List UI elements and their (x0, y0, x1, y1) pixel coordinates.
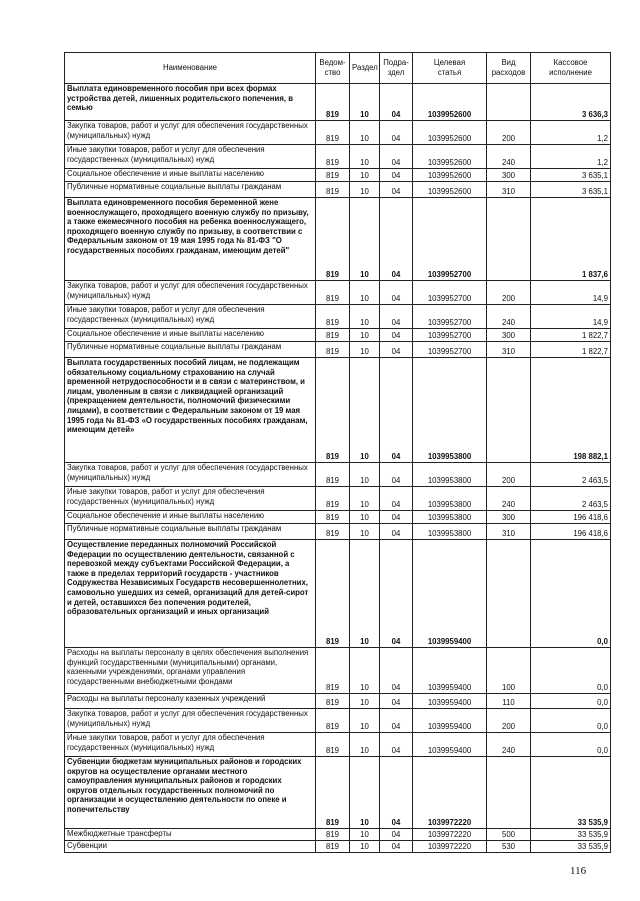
header-cash: Кассовое исполнение (531, 53, 611, 84)
cell-section: 10 (350, 648, 380, 694)
cell-subsection: 04 (380, 182, 413, 198)
cell-section: 10 (350, 121, 380, 145)
cell-section: 10 (350, 709, 380, 733)
table-row (65, 694, 611, 709)
cell-expense-type: 310 (487, 524, 531, 540)
cell-cash: 1,2 (531, 145, 611, 169)
cell-cash: 0,0 (531, 694, 611, 709)
cell-target: 1039952600 (413, 121, 487, 145)
cell-dept: 819 (316, 305, 350, 329)
cell-cash: 1 822,7 (531, 342, 611, 358)
cell-section: 10 (350, 281, 380, 305)
table-row (65, 358, 611, 463)
page-number: 116 (570, 865, 587, 877)
header-section: Раздел (350, 53, 380, 84)
cell-name: Закупка товаров, работ и услуг для обеспечения государственных (муниципальных) нужд (65, 121, 316, 145)
cell-target: 1039952600 (413, 169, 487, 182)
cell-cash: 14,9 (531, 281, 611, 305)
cell-target: 1039953800 (413, 524, 487, 540)
cell-expense-type: 500 (487, 829, 531, 841)
cell-dept: 819 (316, 198, 350, 281)
cell-subsection: 04 (380, 733, 413, 757)
cell-target: 1039952700 (413, 329, 487, 342)
cell-subsection: 04 (380, 169, 413, 182)
cell-cash: 3 635,1 (531, 182, 611, 198)
cell-target: 1039959400 (413, 694, 487, 709)
cell-dept: 819 (316, 358, 350, 463)
cell-section: 10 (350, 84, 380, 121)
cell-expense-type: 240 (487, 145, 531, 169)
table-row (65, 281, 611, 305)
cell-target: 1039972220 (413, 757, 487, 829)
cell-dept: 819 (316, 841, 350, 853)
cell-expense-type: 530 (487, 841, 531, 853)
table-row (65, 463, 611, 487)
cell-name: Иные закупки товаров, работ и услуг для обеспечения государственных (муниципальных) нужд (65, 145, 316, 169)
cell-name: Иные закупки товаров, работ и услуг для обеспечения государственных (муниципальных) нужд (65, 733, 316, 757)
cell-target: 1039953800 (413, 487, 487, 511)
cell-expense-type: 300 (487, 511, 531, 524)
cell-section: 10 (350, 169, 380, 182)
cell-expense-type: 240 (487, 305, 531, 329)
cell-subsection: 04 (380, 145, 413, 169)
table-row (65, 841, 611, 853)
cell-expense-type (487, 358, 531, 463)
cell-name: Расходы на выплаты персоналу в целях обеспечения выполнения функций государственными (муниципальными) органами, казенными учреждениями, органами управления государственными внебюджетными фондами (65, 648, 316, 694)
cell-expense-type (487, 540, 531, 648)
cell-subsection: 04 (380, 305, 413, 329)
cell-subsection: 04 (380, 540, 413, 648)
cell-dept: 819 (316, 145, 350, 169)
cell-subsection: 04 (380, 487, 413, 511)
cell-section: 10 (350, 329, 380, 342)
cell-section: 10 (350, 463, 380, 487)
cell-cash: 33 535,9 (531, 757, 611, 829)
cell-target: 1039952600 (413, 182, 487, 198)
cell-name: Выплата государственных пособий лицам, не подлежащим обязательному социальному страхованию на случай временной нетрудоспособности и в связи с материнством, и лицам, уволенным в связи с ликвидацией организаций (прекращением деятельности, полномочий физическими лицами), в соответствии с Федеральным законом от 19 мая 1995 года № 81-ФЗ «О государственных пособиях гражданам, имеющим детей» (65, 358, 316, 463)
cell-cash: 196 418,6 (531, 511, 611, 524)
cell-cash: 0,0 (531, 709, 611, 733)
table-row (65, 145, 611, 169)
cell-expense-type: 100 (487, 648, 531, 694)
cell-target: 1039953800 (413, 358, 487, 463)
cell-expense-type (487, 198, 531, 281)
table-row (65, 182, 611, 198)
cell-section: 10 (350, 694, 380, 709)
table-row (65, 329, 611, 342)
cell-cash: 14,9 (531, 305, 611, 329)
cell-section: 10 (350, 342, 380, 358)
header-expense-type: Вид расходов (487, 53, 531, 84)
budget-table (64, 52, 611, 853)
cell-dept: 819 (316, 757, 350, 829)
cell-expense-type: 240 (487, 487, 531, 511)
table-row (65, 648, 611, 694)
table-body (65, 84, 611, 853)
cell-name: Публичные нормативные социальные выплаты гражданам (65, 182, 316, 198)
cell-section: 10 (350, 198, 380, 281)
cell-subsection: 04 (380, 829, 413, 841)
table-row (65, 342, 611, 358)
table-row (65, 757, 611, 829)
cell-cash: 33 535,9 (531, 829, 611, 841)
cell-dept: 819 (316, 84, 350, 121)
cell-name: Социальное обеспечение и иные выплаты населению (65, 329, 316, 342)
cell-target: 1039952700 (413, 342, 487, 358)
cell-subsection: 04 (380, 757, 413, 829)
cell-target: 1039952700 (413, 198, 487, 281)
cell-dept: 819 (316, 709, 350, 733)
cell-name: Иные закупки товаров, работ и услуг для обеспечения государственных (муниципальных) нужд (65, 305, 316, 329)
cell-expense-type: 300 (487, 169, 531, 182)
cell-target: 1039959400 (413, 733, 487, 757)
cell-section: 10 (350, 305, 380, 329)
cell-cash: 196 418,6 (531, 524, 611, 540)
cell-section: 10 (350, 841, 380, 853)
cell-cash: 1 822,7 (531, 329, 611, 342)
cell-section: 10 (350, 540, 380, 648)
cell-target: 1039953800 (413, 511, 487, 524)
cell-name: Публичные нормативные социальные выплаты гражданам (65, 342, 316, 358)
cell-target: 1039953800 (413, 463, 487, 487)
cell-section: 10 (350, 524, 380, 540)
cell-expense-type: 110 (487, 694, 531, 709)
cell-name: Закупка товаров, работ и услуг для обеспечения государственных (муниципальных) нужд (65, 281, 316, 305)
cell-name: Социальное обеспечение и иные выплаты населению (65, 511, 316, 524)
cell-subsection: 04 (380, 524, 413, 540)
cell-expense-type: 300 (487, 329, 531, 342)
cell-expense-type: 240 (487, 733, 531, 757)
header-subsection: Подра- здел (380, 53, 413, 84)
cell-section: 10 (350, 733, 380, 757)
cell-name: Межбюджетные трансферты (65, 829, 316, 841)
cell-subsection: 04 (380, 511, 413, 524)
cell-section: 10 (350, 829, 380, 841)
cell-expense-type (487, 84, 531, 121)
cell-subsection: 04 (380, 358, 413, 463)
cell-subsection: 04 (380, 329, 413, 342)
cell-expense-type: 310 (487, 182, 531, 198)
cell-target: 1039972220 (413, 829, 487, 841)
cell-subsection: 04 (380, 463, 413, 487)
cell-dept: 819 (316, 463, 350, 487)
cell-name: Субвенции бюджетам муниципальных районов и городских округов на осуществление органами местного самоуправления муниципальных районов и городских округов отдельных государственных полномочий по организации и осуществлению деятельности по опеке и попечительству (65, 757, 316, 829)
cell-dept: 819 (316, 121, 350, 145)
cell-section: 10 (350, 757, 380, 829)
cell-cash: 0,0 (531, 733, 611, 757)
cell-dept: 819 (316, 487, 350, 511)
cell-subsection: 04 (380, 198, 413, 281)
table-row (65, 84, 611, 121)
cell-dept: 819 (316, 694, 350, 709)
cell-subsection: 04 (380, 121, 413, 145)
cell-target: 1039959400 (413, 540, 487, 648)
table-row (65, 121, 611, 145)
cell-section: 10 (350, 145, 380, 169)
table-row (65, 540, 611, 648)
table-row (65, 169, 611, 182)
table-row (65, 709, 611, 733)
cell-dept: 819 (316, 281, 350, 305)
cell-name: Публичные нормативные социальные выплаты гражданам (65, 524, 316, 540)
cell-name: Субвенции (65, 841, 316, 853)
cell-expense-type: 200 (487, 463, 531, 487)
table-row (65, 829, 611, 841)
cell-dept: 819 (316, 329, 350, 342)
cell-cash: 33 535,9 (531, 841, 611, 853)
cell-subsection: 04 (380, 281, 413, 305)
cell-cash: 1,2 (531, 121, 611, 145)
cell-dept: 819 (316, 733, 350, 757)
cell-cash: 198 882,1 (531, 358, 611, 463)
cell-dept: 819 (316, 648, 350, 694)
cell-name: Социальное обеспечение и иные выплаты населению (65, 169, 316, 182)
cell-name: Расходы на выплаты персоналу казенных учреждений (65, 694, 316, 709)
header-row (65, 53, 611, 84)
cell-expense-type (487, 757, 531, 829)
cell-name: Иные закупки товаров, работ и услуг для обеспечения государственных (муниципальных) нужд (65, 487, 316, 511)
cell-expense-type: 310 (487, 342, 531, 358)
cell-expense-type: 200 (487, 121, 531, 145)
cell-target: 1039972220 (413, 841, 487, 853)
cell-subsection: 04 (380, 342, 413, 358)
cell-section: 10 (350, 182, 380, 198)
header-target: Целевая статья (413, 53, 487, 84)
cell-expense-type: 200 (487, 281, 531, 305)
cell-dept: 819 (316, 342, 350, 358)
cell-expense-type: 200 (487, 709, 531, 733)
cell-target: 1039952700 (413, 281, 487, 305)
cell-target: 1039952600 (413, 84, 487, 121)
cell-target: 1039959400 (413, 648, 487, 694)
cell-section: 10 (350, 511, 380, 524)
cell-cash: 1 837,6 (531, 198, 611, 281)
cell-cash: 2 463,5 (531, 487, 611, 511)
cell-target: 1039952700 (413, 305, 487, 329)
table-row (65, 511, 611, 524)
cell-dept: 819 (316, 169, 350, 182)
cell-cash: 0,0 (531, 648, 611, 694)
cell-dept: 819 (316, 829, 350, 841)
cell-cash: 2 463,5 (531, 463, 611, 487)
table-row (65, 733, 611, 757)
cell-name: Закупка товаров, работ и услуг для обеспечения государственных (муниципальных) нужд (65, 709, 316, 733)
table-row (65, 198, 611, 281)
cell-subsection: 04 (380, 841, 413, 853)
cell-name: Закупка товаров, работ и услуг для обеспечения государственных (муниципальных) нужд (65, 463, 316, 487)
cell-name: Выплата единовременного пособия при всех формах устройства детей, лишенных родительского попечения, в семью (65, 84, 316, 121)
cell-target: 1039959400 (413, 709, 487, 733)
cell-subsection: 04 (380, 648, 413, 694)
table-row (65, 524, 611, 540)
cell-name: Выплата единовременного пособия беременной жене военнослужащего, проходящего военную службу по призыву, а также ежемесячного пособия на ребенка военнослужащего, проходящего военную службу по призыву, в соответствии с Федеральным законом от 19 мая 1995 года № 81-ФЗ "О государственных пособиях гражданам, имеющим детей" (65, 198, 316, 281)
cell-subsection: 04 (380, 694, 413, 709)
header-name: Наименование (65, 53, 316, 84)
cell-dept: 819 (316, 182, 350, 198)
cell-subsection: 04 (380, 84, 413, 121)
cell-cash: 3 635,1 (531, 169, 611, 182)
cell-dept: 819 (316, 524, 350, 540)
cell-dept: 819 (316, 511, 350, 524)
cell-name: Осуществление переданных полномочий Российской Федерации по осуществлению деятельности, связанной с перевозкой между субъектами Российской Федерации, а также в пределах территорий государств - участников Содружества Независимых Государств несовершеннолетних, самовольно ушедших из семей, организаций для детей-сирот и детей, оставшихся без попечения родителей, образовательных организаций и иных организаций (65, 540, 316, 648)
table-row (65, 305, 611, 329)
cell-target: 1039952600 (413, 145, 487, 169)
cell-dept: 819 (316, 540, 350, 648)
cell-cash: 3 636,3 (531, 84, 611, 121)
header-dept: Ведом- ство (316, 53, 350, 84)
table-row (65, 487, 611, 511)
cell-section: 10 (350, 358, 380, 463)
cell-cash: 0,0 (531, 540, 611, 648)
cell-subsection: 04 (380, 709, 413, 733)
cell-section: 10 (350, 487, 380, 511)
